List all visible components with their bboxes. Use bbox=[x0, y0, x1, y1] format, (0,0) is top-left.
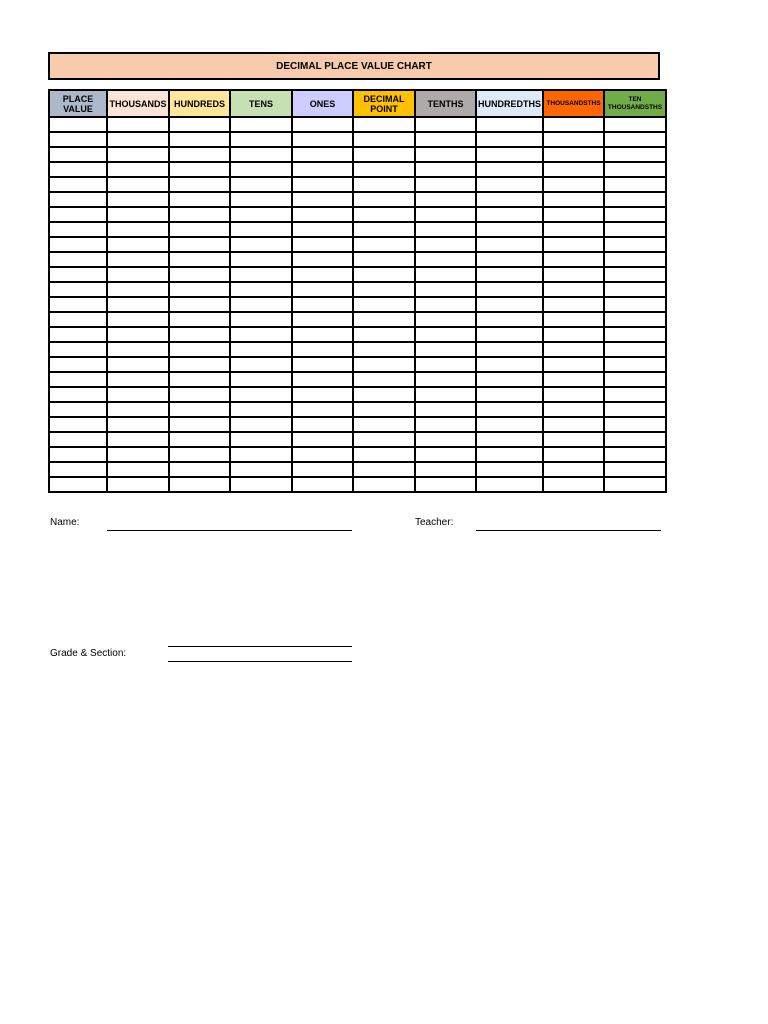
table-cell[interactable] bbox=[107, 282, 169, 297]
table-cell[interactable] bbox=[49, 162, 107, 177]
table-cell[interactable] bbox=[415, 267, 476, 282]
table-cell[interactable] bbox=[353, 252, 415, 267]
table-cell[interactable] bbox=[604, 357, 666, 372]
table-cell[interactable] bbox=[604, 327, 666, 342]
table-cell[interactable] bbox=[107, 402, 169, 417]
table-cell[interactable] bbox=[604, 447, 666, 462]
table-cell[interactable] bbox=[107, 267, 169, 282]
table-cell[interactable] bbox=[169, 117, 230, 132]
header-ones: ONES bbox=[292, 90, 353, 117]
table-cell[interactable] bbox=[49, 222, 107, 237]
table-cell[interactable] bbox=[604, 207, 666, 222]
table-cell[interactable] bbox=[107, 162, 169, 177]
table-cell[interactable] bbox=[604, 282, 666, 297]
name-line[interactable] bbox=[107, 530, 352, 531]
table-cell[interactable] bbox=[543, 282, 604, 297]
table-row bbox=[49, 342, 666, 357]
grade-section-label: Grade & Section: bbox=[50, 648, 127, 659]
table-cell[interactable] bbox=[230, 432, 292, 447]
table-cell[interactable] bbox=[476, 447, 543, 462]
table-cell[interactable] bbox=[543, 432, 604, 447]
table-row bbox=[49, 372, 666, 387]
table-cell[interactable] bbox=[49, 312, 107, 327]
table-cell[interactable] bbox=[353, 297, 415, 312]
table-cell[interactable] bbox=[292, 297, 353, 312]
table-cell[interactable] bbox=[476, 207, 543, 222]
table-cell[interactable] bbox=[230, 207, 292, 222]
table-cell[interactable] bbox=[353, 237, 415, 252]
table-cell[interactable] bbox=[107, 372, 169, 387]
table-cell[interactable] bbox=[230, 372, 292, 387]
table-cell[interactable] bbox=[543, 387, 604, 402]
table-cell[interactable] bbox=[169, 342, 230, 357]
table-cell[interactable] bbox=[604, 237, 666, 252]
table-cell[interactable] bbox=[230, 222, 292, 237]
table-cell[interactable] bbox=[230, 162, 292, 177]
teacher-line[interactable] bbox=[476, 530, 661, 531]
table-row bbox=[49, 207, 666, 222]
table-cell[interactable] bbox=[543, 117, 604, 132]
table-cell[interactable] bbox=[353, 432, 415, 447]
table-cell[interactable] bbox=[107, 207, 169, 222]
table-cell[interactable] bbox=[353, 462, 415, 477]
table-cell[interactable] bbox=[476, 312, 543, 327]
table-cell[interactable] bbox=[604, 162, 666, 177]
table-cell[interactable] bbox=[49, 252, 107, 267]
table-cell[interactable] bbox=[292, 477, 353, 492]
table-cell[interactable] bbox=[230, 462, 292, 477]
table-cell[interactable] bbox=[49, 387, 107, 402]
table-cell[interactable] bbox=[415, 132, 476, 147]
table-cell[interactable] bbox=[169, 222, 230, 237]
table-cell[interactable] bbox=[292, 432, 353, 447]
table-cell[interactable] bbox=[353, 147, 415, 162]
chart-title bbox=[48, 52, 660, 80]
table-cell[interactable] bbox=[604, 477, 666, 492]
table-cell[interactable] bbox=[107, 357, 169, 372]
table-cell[interactable] bbox=[476, 432, 543, 447]
table-cell[interactable] bbox=[476, 477, 543, 492]
table-row bbox=[49, 222, 666, 237]
table-cell[interactable] bbox=[49, 357, 107, 372]
table-cell[interactable] bbox=[604, 192, 666, 207]
table-cell[interactable] bbox=[604, 402, 666, 417]
table-cell[interactable] bbox=[169, 192, 230, 207]
chart-title-text: DECIMAL PLACE VALUE CHART bbox=[276, 60, 432, 72]
table-cell[interactable] bbox=[476, 372, 543, 387]
table-cell[interactable] bbox=[353, 267, 415, 282]
table-cell[interactable] bbox=[292, 327, 353, 342]
table-cell[interactable] bbox=[543, 417, 604, 432]
table-cell[interactable] bbox=[353, 342, 415, 357]
table-cell[interactable] bbox=[49, 417, 107, 432]
table-cell[interactable] bbox=[292, 447, 353, 462]
table-cell[interactable] bbox=[230, 192, 292, 207]
table-cell[interactable] bbox=[230, 477, 292, 492]
table-cell[interactable] bbox=[353, 222, 415, 237]
table-cell[interactable] bbox=[169, 297, 230, 312]
table-row bbox=[49, 402, 666, 417]
table-cell[interactable] bbox=[292, 192, 353, 207]
table-cell[interactable] bbox=[476, 327, 543, 342]
header-ten-thousandths: TEN THOUSANDSTHS bbox=[604, 90, 666, 117]
table-cell[interactable] bbox=[169, 207, 230, 222]
table-cell[interactable] bbox=[230, 342, 292, 357]
table-cell[interactable] bbox=[169, 312, 230, 327]
table-cell[interactable] bbox=[230, 447, 292, 462]
table-cell[interactable] bbox=[49, 432, 107, 447]
table-cell[interactable] bbox=[476, 342, 543, 357]
table-row bbox=[49, 297, 666, 312]
table-cell[interactable] bbox=[415, 312, 476, 327]
grade-section-line-top[interactable] bbox=[168, 646, 352, 647]
table-cell[interactable] bbox=[292, 177, 353, 192]
table-cell[interactable] bbox=[169, 477, 230, 492]
table-cell[interactable] bbox=[230, 177, 292, 192]
table-cell[interactable] bbox=[107, 297, 169, 312]
table-cell[interactable] bbox=[230, 282, 292, 297]
table-cell[interactable] bbox=[476, 222, 543, 237]
table-cell[interactable] bbox=[292, 267, 353, 282]
table-cell[interactable] bbox=[49, 477, 107, 492]
table-cell[interactable] bbox=[292, 222, 353, 237]
table-cell[interactable] bbox=[169, 357, 230, 372]
table-cell[interactable] bbox=[292, 417, 353, 432]
table-cell[interactable] bbox=[604, 177, 666, 192]
table-cell[interactable] bbox=[543, 327, 604, 342]
table-cell[interactable] bbox=[415, 357, 476, 372]
table-body bbox=[49, 117, 666, 492]
table-cell[interactable] bbox=[107, 447, 169, 462]
place-value-table bbox=[48, 89, 667, 493]
table-cell[interactable] bbox=[230, 267, 292, 282]
table-cell[interactable] bbox=[169, 417, 230, 432]
table-cell[interactable] bbox=[107, 117, 169, 132]
table-cell[interactable] bbox=[230, 297, 292, 312]
table-cell[interactable] bbox=[415, 402, 476, 417]
table-row bbox=[49, 432, 666, 447]
table-cell[interactable] bbox=[415, 177, 476, 192]
table-cell[interactable] bbox=[543, 342, 604, 357]
table-cell[interactable] bbox=[107, 387, 169, 402]
table-cell[interactable] bbox=[230, 387, 292, 402]
table-cell[interactable] bbox=[604, 267, 666, 282]
table-row bbox=[49, 267, 666, 282]
table-row bbox=[49, 282, 666, 297]
table-cell[interactable] bbox=[107, 462, 169, 477]
table-cell[interactable] bbox=[49, 462, 107, 477]
table-cell[interactable] bbox=[543, 447, 604, 462]
table-row bbox=[49, 117, 666, 132]
table-cell[interactable] bbox=[292, 147, 353, 162]
header-thousands: THOUSANDS bbox=[107, 90, 169, 117]
table-cell[interactable] bbox=[107, 147, 169, 162]
table-cell[interactable] bbox=[604, 417, 666, 432]
table-cell[interactable] bbox=[476, 177, 543, 192]
table-cell[interactable] bbox=[476, 417, 543, 432]
table-cell[interactable] bbox=[292, 312, 353, 327]
table-cell[interactable] bbox=[604, 462, 666, 477]
table-cell[interactable] bbox=[543, 477, 604, 492]
table-cell[interactable] bbox=[107, 342, 169, 357]
table-cell[interactable] bbox=[476, 402, 543, 417]
table-cell[interactable] bbox=[353, 117, 415, 132]
table-cell[interactable] bbox=[169, 147, 230, 162]
table-cell[interactable] bbox=[604, 252, 666, 267]
table-cell[interactable] bbox=[543, 267, 604, 282]
table-cell[interactable] bbox=[230, 327, 292, 342]
table-row bbox=[49, 147, 666, 162]
table-cell[interactable] bbox=[476, 297, 543, 312]
table-cell[interactable] bbox=[169, 177, 230, 192]
table-cell[interactable] bbox=[169, 327, 230, 342]
table-cell[interactable] bbox=[476, 357, 543, 372]
table-cell[interactable] bbox=[107, 417, 169, 432]
table-cell[interactable] bbox=[169, 432, 230, 447]
table-cell[interactable] bbox=[415, 387, 476, 402]
table-cell[interactable] bbox=[353, 402, 415, 417]
table-cell[interactable] bbox=[49, 267, 107, 282]
header-hundreds: HUNDREDS bbox=[169, 90, 230, 117]
table-cell[interactable] bbox=[415, 447, 476, 462]
table-cell[interactable] bbox=[230, 237, 292, 252]
table-cell[interactable] bbox=[353, 372, 415, 387]
table-cell[interactable] bbox=[49, 132, 107, 147]
table-cell[interactable] bbox=[476, 117, 543, 132]
table-cell[interactable] bbox=[476, 192, 543, 207]
table-row bbox=[49, 252, 666, 267]
table-cell[interactable] bbox=[604, 312, 666, 327]
table-cell[interactable] bbox=[543, 192, 604, 207]
table-cell[interactable] bbox=[415, 147, 476, 162]
table-cell[interactable] bbox=[107, 252, 169, 267]
table-cell[interactable] bbox=[49, 282, 107, 297]
header-place-value: PLACE VALUE bbox=[49, 90, 107, 117]
table-cell[interactable] bbox=[476, 282, 543, 297]
table-cell[interactable] bbox=[230, 117, 292, 132]
table-cell[interactable] bbox=[604, 222, 666, 237]
table-cell[interactable] bbox=[543, 462, 604, 477]
table-cell[interactable] bbox=[169, 387, 230, 402]
header-row bbox=[49, 90, 666, 117]
table-cell[interactable] bbox=[353, 357, 415, 372]
table-cell[interactable] bbox=[415, 237, 476, 252]
table-cell[interactable] bbox=[543, 177, 604, 192]
table-cell[interactable] bbox=[353, 207, 415, 222]
table-cell[interactable] bbox=[169, 462, 230, 477]
table-row bbox=[49, 447, 666, 462]
table-cell[interactable] bbox=[476, 147, 543, 162]
table-cell[interactable] bbox=[169, 237, 230, 252]
table-cell[interactable] bbox=[543, 207, 604, 222]
table-cell[interactable] bbox=[543, 252, 604, 267]
table-cell[interactable] bbox=[292, 237, 353, 252]
table-cell[interactable] bbox=[543, 162, 604, 177]
table-cell[interactable] bbox=[543, 402, 604, 417]
table-cell[interactable] bbox=[415, 192, 476, 207]
table-cell[interactable] bbox=[49, 402, 107, 417]
table-cell[interactable] bbox=[292, 252, 353, 267]
table-cell[interactable] bbox=[292, 117, 353, 132]
table-cell[interactable] bbox=[49, 147, 107, 162]
table-cell[interactable] bbox=[415, 222, 476, 237]
table-cell[interactable] bbox=[353, 477, 415, 492]
table-cell[interactable] bbox=[415, 282, 476, 297]
table-row bbox=[49, 357, 666, 372]
table-cell[interactable] bbox=[292, 357, 353, 372]
table-row bbox=[49, 462, 666, 477]
table-row bbox=[49, 237, 666, 252]
header-tens: TENS bbox=[230, 90, 292, 117]
table-cell[interactable] bbox=[49, 372, 107, 387]
table-cell[interactable] bbox=[169, 402, 230, 417]
table-cell[interactable] bbox=[230, 402, 292, 417]
table-cell[interactable] bbox=[107, 327, 169, 342]
table-cell[interactable] bbox=[543, 132, 604, 147]
table-cell[interactable] bbox=[292, 402, 353, 417]
table-cell[interactable] bbox=[415, 327, 476, 342]
table-cell[interactable] bbox=[49, 117, 107, 132]
table-row bbox=[49, 192, 666, 207]
table-cell[interactable] bbox=[292, 342, 353, 357]
table-cell[interactable] bbox=[49, 327, 107, 342]
table-cell[interactable] bbox=[169, 282, 230, 297]
table-cell[interactable] bbox=[604, 387, 666, 402]
table-cell[interactable] bbox=[230, 147, 292, 162]
table-cell[interactable] bbox=[415, 462, 476, 477]
table-cell[interactable] bbox=[353, 162, 415, 177]
table-cell[interactable] bbox=[169, 447, 230, 462]
table-cell[interactable] bbox=[169, 132, 230, 147]
header-hundredths: HUNDREDTHS bbox=[476, 90, 543, 117]
table-cell[interactable] bbox=[353, 417, 415, 432]
name-label: Name: bbox=[50, 517, 80, 528]
table-cell[interactable] bbox=[230, 312, 292, 327]
table-cell[interactable] bbox=[543, 222, 604, 237]
table-cell[interactable] bbox=[415, 417, 476, 432]
grade-section-line-bottom[interactable] bbox=[168, 661, 352, 662]
table-cell[interactable] bbox=[353, 132, 415, 147]
table-cell[interactable] bbox=[415, 297, 476, 312]
table-cell[interactable] bbox=[230, 357, 292, 372]
table-cell[interactable] bbox=[169, 252, 230, 267]
table-cell[interactable] bbox=[415, 252, 476, 267]
table-cell[interactable] bbox=[169, 267, 230, 282]
table-cell[interactable] bbox=[107, 222, 169, 237]
table-cell[interactable] bbox=[107, 132, 169, 147]
table-cell[interactable] bbox=[169, 162, 230, 177]
header-thousandths: THOUSANDSTHS bbox=[543, 90, 604, 117]
table-cell[interactable] bbox=[604, 372, 666, 387]
table-row bbox=[49, 387, 666, 402]
table-cell[interactable] bbox=[292, 282, 353, 297]
table-cell[interactable] bbox=[49, 237, 107, 252]
table-cell[interactable] bbox=[543, 312, 604, 327]
table-cell[interactable] bbox=[604, 117, 666, 132]
table-cell[interactable] bbox=[49, 177, 107, 192]
table-cell[interactable] bbox=[543, 147, 604, 162]
table-cell[interactable] bbox=[49, 342, 107, 357]
table-cell[interactable] bbox=[543, 237, 604, 252]
table-cell[interactable] bbox=[353, 387, 415, 402]
table-cell[interactable] bbox=[107, 237, 169, 252]
table-cell[interactable] bbox=[604, 147, 666, 162]
table-row bbox=[49, 177, 666, 192]
table-row bbox=[49, 162, 666, 177]
table-cell[interactable] bbox=[476, 162, 543, 177]
table-cell[interactable] bbox=[292, 132, 353, 147]
table-cell[interactable] bbox=[353, 177, 415, 192]
table-cell[interactable] bbox=[107, 192, 169, 207]
header-tenths: TENTHS bbox=[415, 90, 476, 117]
table-cell[interactable] bbox=[415, 117, 476, 132]
table-cell[interactable] bbox=[292, 372, 353, 387]
table-cell[interactable] bbox=[292, 387, 353, 402]
table-cell[interactable] bbox=[353, 447, 415, 462]
table-row bbox=[49, 417, 666, 432]
table-cell[interactable] bbox=[353, 192, 415, 207]
table-cell[interactable] bbox=[476, 267, 543, 282]
table-cell[interactable] bbox=[543, 297, 604, 312]
table-cell[interactable] bbox=[169, 372, 230, 387]
table-cell[interactable] bbox=[292, 162, 353, 177]
table-row bbox=[49, 477, 666, 492]
table-cell[interactable] bbox=[604, 342, 666, 357]
teacher-label: Teacher: bbox=[415, 517, 454, 528]
table-cell[interactable] bbox=[415, 207, 476, 222]
table-cell[interactable] bbox=[415, 372, 476, 387]
table-cell[interactable] bbox=[353, 327, 415, 342]
table-cell[interactable] bbox=[107, 177, 169, 192]
table-cell[interactable] bbox=[476, 387, 543, 402]
table-cell[interactable] bbox=[107, 312, 169, 327]
table-cell[interactable] bbox=[49, 297, 107, 312]
table-cell[interactable] bbox=[230, 132, 292, 147]
table-cell[interactable] bbox=[543, 372, 604, 387]
table-cell[interactable] bbox=[415, 342, 476, 357]
table-cell[interactable] bbox=[49, 192, 107, 207]
table-cell[interactable] bbox=[604, 297, 666, 312]
table-cell[interactable] bbox=[415, 432, 476, 447]
table-cell[interactable] bbox=[230, 252, 292, 267]
table-row bbox=[49, 132, 666, 147]
table-cell[interactable] bbox=[107, 432, 169, 447]
table-cell[interactable] bbox=[107, 477, 169, 492]
table-cell[interactable] bbox=[353, 312, 415, 327]
table-cell[interactable] bbox=[353, 282, 415, 297]
table-cell[interactable] bbox=[415, 162, 476, 177]
table-cell[interactable] bbox=[476, 252, 543, 267]
table-cell[interactable] bbox=[476, 237, 543, 252]
table-row bbox=[49, 312, 666, 327]
table-cell[interactable] bbox=[230, 417, 292, 432]
table-cell[interactable] bbox=[543, 357, 604, 372]
table-cell[interactable] bbox=[604, 432, 666, 447]
table-cell[interactable] bbox=[604, 132, 666, 147]
table-cell[interactable] bbox=[49, 207, 107, 222]
table-cell[interactable] bbox=[292, 207, 353, 222]
table-cell[interactable] bbox=[476, 462, 543, 477]
table-cell[interactable] bbox=[415, 477, 476, 492]
table-cell[interactable] bbox=[292, 462, 353, 477]
header-decimal-point: DECIMAL POINT bbox=[353, 90, 415, 117]
table-cell[interactable] bbox=[476, 132, 543, 147]
table-cell[interactable] bbox=[49, 447, 107, 462]
table-row bbox=[49, 327, 666, 342]
